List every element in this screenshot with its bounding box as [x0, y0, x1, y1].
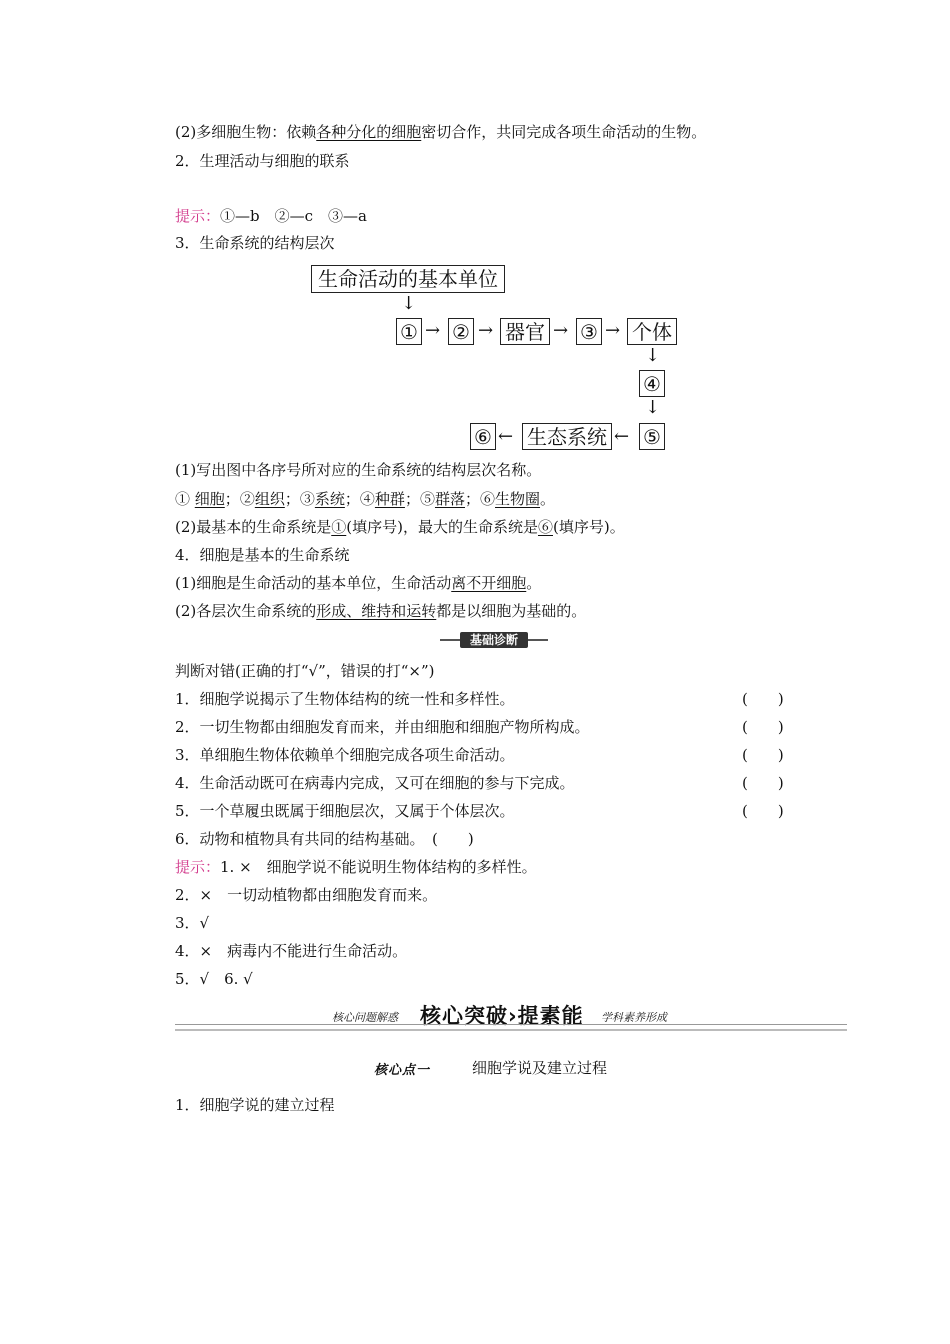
judge-item: 3．单细胞生物体依赖单个细胞完成各项生命活动。 [175, 746, 515, 764]
answer-item: 5．√ 6. √ [175, 970, 253, 988]
section-badge [440, 632, 548, 648]
answer-paren: ( ) [742, 802, 784, 820]
question-2: (2)最基本的生命系统是①(填序号)，最大的生命系统是⑥(填序号)。 [175, 518, 625, 536]
core-point-title: 细胞学说及建立过程 [472, 1059, 608, 1077]
arrow-right-icon: → [478, 320, 494, 341]
judge-item: 6．动物和植物具有共同的结构基础。 ( ) [175, 830, 474, 848]
box-1: ① [396, 318, 422, 345]
box-basic-unit: 生命活动的基本单位 [311, 265, 505, 293]
box-ecosystem: 生态系统 [522, 423, 612, 450]
section-heading-3: 3．生命系统的结构层次 [175, 234, 335, 252]
answer-paren: ( ) [742, 746, 784, 764]
banner-divider [175, 1024, 847, 1031]
box-organ: 器官 [500, 318, 550, 345]
answer-item: 2．× 一切动植物都由细胞发育而来。 [175, 886, 438, 904]
arrow-down-icon: ↓ [645, 345, 661, 366]
answer-item: 4．× 病毒内不能进行生命活动。 [175, 942, 408, 960]
banner-title: 核心突破›提素能 [420, 1004, 584, 1028]
box-6: ⑥ [470, 423, 496, 450]
arrow-right-icon: → [553, 320, 569, 341]
judge-item: 1．细胞学说揭示了生物体结构的统一性和多样性。 [175, 690, 515, 708]
judge-item: 2．一切生物都由细胞发育而来，并由细胞和细胞产物所构成。 [175, 718, 590, 736]
arrow-left-icon: ← [498, 426, 514, 447]
arrow-left-icon: ← [614, 426, 630, 447]
answer-paren: ( ) [742, 718, 784, 736]
judge-item: 4．生命活动既可在病毒内完成，又可在细胞的参与下完成。 [175, 774, 575, 792]
text-line-multicellular: (2)多细胞生物：依赖各种分化的细胞密切合作，共同完成各项生命活动的生物。 [175, 123, 707, 141]
answer-item: 3．√ [175, 914, 210, 932]
core-subheading: 1．细胞学说的建立过程 [175, 1096, 335, 1114]
hint-line-1: 提示：①—b ②—c ③—a [175, 207, 367, 225]
box-3: ③ [576, 318, 602, 345]
question-1: (1)写出图中各序号所对应的生命系统的结构层次名称。 [175, 461, 542, 479]
answer-paren: ( ) [742, 774, 784, 792]
answer-underline: 各种分化的细胞 [316, 123, 422, 141]
diagnosis-intro: 判断对错(正确的打“√”，错误的打“×”) [175, 662, 435, 680]
box-5: ⑤ [639, 423, 665, 450]
point-4-1: (1)细胞是生命活动的基本单位，生命活动离不开细胞。 [175, 574, 542, 592]
hint-label: 提示： [175, 207, 221, 225]
judge-item: 5．一个草履虫既属于细胞层次，又属于个体层次。 [175, 802, 515, 820]
section-heading-4: 4．细胞是基本的生命系统 [175, 546, 350, 564]
point-4-2: (2)各层次生命系统的形成、维持和运转都是以细胞为基础的。 [175, 602, 587, 620]
hint-label: 提示： [175, 858, 221, 876]
section-heading-2: 2．生理活动与细胞的联系 [175, 152, 350, 170]
box-4: ④ [639, 370, 665, 397]
arrow-down-icon: ↓ [645, 397, 661, 418]
answer-line-1: ① 细胞；②组织；③系统；④种群；⑤群落；⑥生物圈。 [175, 490, 556, 508]
banner-right-text: 学科素养形成 [601, 1011, 667, 1024]
box-2: ② [448, 318, 474, 345]
box-individual: 个体 [627, 318, 677, 345]
banner-left-text: 核心问题解惑 [332, 1011, 398, 1024]
arrow-down-icon: ↓ [401, 293, 417, 314]
answer-paren: ( ) [742, 690, 784, 708]
badge-label: 基础诊断 [460, 632, 528, 648]
hint-line-2: 提示：1. × 细胞学说不能说明生物体结构的多样性。 [175, 858, 537, 876]
arrow-right-icon: → [425, 320, 441, 341]
core-point-tag: 核心点一 [374, 1063, 430, 1078]
arrow-right-icon: → [605, 320, 621, 341]
